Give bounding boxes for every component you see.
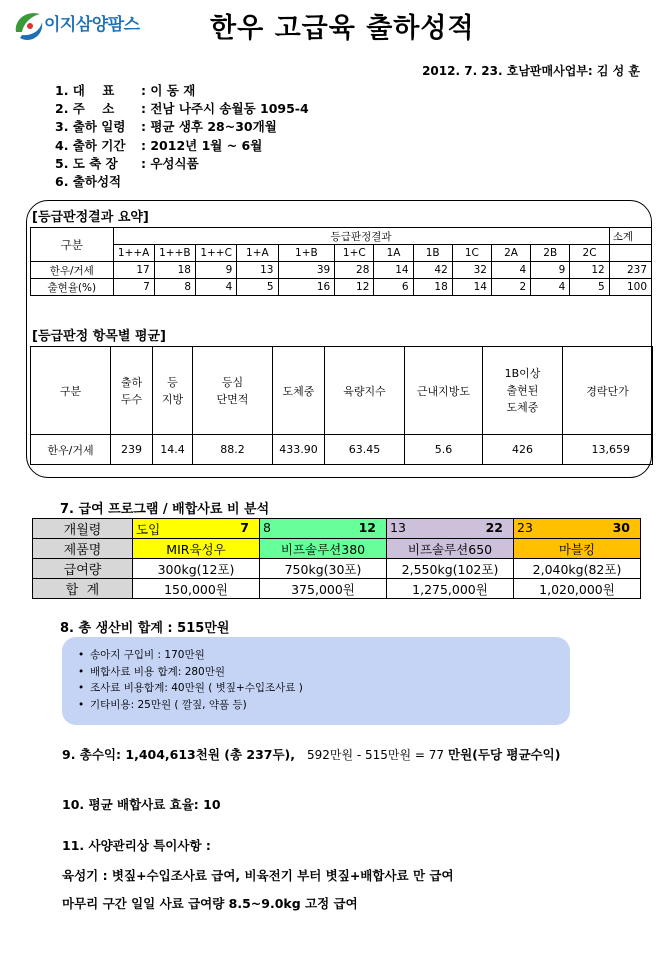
section-11-line: 마무리 구간 일일 사료 급여량 8.5~9.0kg 고정 급여	[62, 896, 358, 911]
value-cell: 42	[413, 262, 452, 279]
value-cell: 13	[237, 262, 278, 279]
grade-items-table	[30, 346, 653, 465]
row-label: 출현율(%)	[31, 279, 114, 296]
bullet-icon: •	[78, 665, 85, 678]
grade-cell	[609, 245, 651, 262]
header-cell: 출하 두수	[111, 347, 153, 435]
total-cell: 150,000원	[133, 579, 260, 599]
header-cell: 등급판정결과	[113, 228, 609, 245]
value-cell: 5.6	[405, 435, 483, 465]
value-cell: 8	[154, 279, 195, 296]
value-cell: 426	[483, 435, 563, 465]
value-cell: 9	[196, 262, 237, 279]
value-cell: 39	[278, 262, 335, 279]
value-cell: 4	[531, 279, 570, 296]
period-cell: 13 22	[387, 519, 514, 539]
header-cell: 도체중	[273, 347, 325, 435]
value-cell: 5	[570, 279, 609, 296]
grade-cell: 1+A	[237, 245, 278, 262]
value-cell: 18	[154, 262, 195, 279]
section-9-revenue: 9. 총수익: 1,404,613천원 (총 237두), 592만원 - 515만원 = 77 만원(두당 평균수익)	[62, 747, 561, 762]
header-cell: 구분	[31, 347, 111, 435]
product-cell: MIR육성우	[133, 539, 260, 559]
section-11-title: 11. 사양관리상 특이사항 :	[62, 838, 211, 853]
row-header: 제품명	[33, 539, 133, 559]
value-cell: 5	[237, 279, 278, 296]
list-item: • 조사료 비용합계: 40만원 ( 볏짚+수입조사료 )	[78, 680, 570, 697]
value-cell: 14.4	[153, 435, 193, 465]
value-cell: 4	[196, 279, 237, 296]
value-cell: 16	[278, 279, 335, 296]
value-cell: 6	[374, 279, 413, 296]
bullet-icon: •	[78, 698, 85, 711]
table-row	[31, 262, 652, 279]
logo-text: 이지삼양팜스	[44, 15, 140, 35]
info-row: 6. 출하성적	[55, 174, 122, 190]
grade-cell: 2B	[531, 245, 570, 262]
info-row: 4. 출하 기간 : 2012년 1월 ~ 6월	[55, 137, 263, 153]
value-cell: 18	[413, 279, 452, 296]
bullet-icon: •	[78, 682, 85, 694]
header-cell: 소계	[609, 228, 651, 245]
grade-summary-title: [등급판정결과 요약]	[32, 210, 149, 225]
grade-cell: 1+B	[278, 245, 335, 262]
header-cell: 1B이상 출현된 도체중	[483, 347, 563, 435]
period-cell: 8 12	[260, 519, 387, 539]
total-cell: 237	[609, 262, 651, 279]
grade-cell: 1++B	[154, 245, 195, 262]
row-header: 합 계	[33, 579, 133, 599]
product-cell: 마블킹	[514, 539, 641, 559]
grade-cell: 1+C	[335, 245, 374, 262]
product-cell: 비프솔루션650	[387, 539, 514, 559]
info-row: 1. 대 표 : 이 동 재	[55, 83, 196, 98]
value-cell: 13,659	[563, 435, 653, 465]
value-cell: 4	[491, 262, 530, 279]
farm-info-list	[55, 82, 309, 191]
table-row	[33, 579, 641, 599]
grade-cell: 1++C	[196, 245, 237, 262]
section-11-line: 육성기 : 볏짚+수입조사료 급여, 비육전기 부터 볏짚+배합사료 만 급여	[62, 868, 454, 883]
value-cell: 17	[113, 262, 154, 279]
value-cell: 433.90	[273, 435, 325, 465]
date-and-author: 2012. 7. 23. 호남판매사업부: 김 성 훈	[422, 64, 640, 78]
header-cell: 근내지방도	[405, 347, 483, 435]
value-cell: 239	[111, 435, 153, 465]
row-header: 급여량	[33, 559, 133, 579]
value-cell: 28	[335, 262, 374, 279]
section-7-title: 7. 급여 프로그램 / 배합사료 비 분석	[60, 502, 270, 517]
grade-cell: 1B	[413, 245, 452, 262]
row-label: 한우/거세	[31, 435, 111, 465]
header-cell: 육량지수	[325, 347, 405, 435]
grade-cell: 1A	[374, 245, 413, 262]
total-cell: 100	[609, 279, 651, 296]
table-row	[31, 435, 653, 465]
value-cell: 32	[452, 262, 491, 279]
total-cell: 375,000원	[260, 579, 387, 599]
grade-cell: 2A	[491, 245, 530, 262]
value-cell: 9	[531, 262, 570, 279]
table-row	[33, 519, 641, 539]
amount-cell: 750kg(30포)	[260, 559, 387, 579]
value-cell: 88.2	[193, 435, 273, 465]
table-row	[33, 539, 641, 559]
amount-cell: 300kg(12포)	[133, 559, 260, 579]
cost-breakdown-box	[62, 637, 570, 725]
section-8-title: 8. 총 생산비 합계 : 515만원	[60, 621, 230, 636]
header-cell: 경락단가	[563, 347, 653, 435]
value-cell: 12	[570, 262, 609, 279]
value-cell: 14	[452, 279, 491, 296]
row-header: 개월령	[33, 519, 133, 539]
table-row	[31, 279, 652, 296]
grade-summary-table	[30, 227, 652, 296]
value-cell: 2	[491, 279, 530, 296]
value-cell: 12	[335, 279, 374, 296]
feeding-program-table	[32, 518, 641, 599]
info-row: 2. 주 소 : 전남 나주시 송월동 1095-4	[55, 101, 309, 117]
value-cell: 7	[113, 279, 154, 296]
product-cell: 비프솔루션380	[260, 539, 387, 559]
bullet-icon: •	[78, 649, 85, 661]
grade-cell: 1C	[452, 245, 491, 262]
total-cell: 1,275,000원	[387, 579, 514, 599]
grade-header-row	[31, 245, 652, 262]
grade-cell: 1++A	[113, 245, 154, 262]
grade-cell: 2C	[570, 245, 609, 262]
info-row: 3. 출하 일령 : 평균 생후 28~30개월	[55, 119, 277, 135]
list-item: • 송아지 구입비 : 170만원	[78, 647, 570, 664]
total-cell: 1,020,000원	[514, 579, 641, 599]
page-title: 한우 고급육 출하성적	[210, 13, 475, 44]
header-cell: 구분	[31, 228, 114, 262]
value-cell: 14	[374, 262, 413, 279]
list-item: • 배합사료 비용 합계: 280만원	[78, 664, 570, 681]
info-row: 5. 도 축 장 : 우성식품	[55, 155, 199, 171]
header-row	[31, 347, 653, 435]
header-cell: 등 지방	[153, 347, 193, 435]
section-10-feed-efficiency: 10. 평균 배합사료 효율: 10	[62, 797, 221, 812]
row-label: 한우/거세	[31, 262, 114, 279]
amount-cell: 2,040kg(82포)	[514, 559, 641, 579]
table-row	[33, 559, 641, 579]
amount-cell: 2,550kg(102포)	[387, 559, 514, 579]
period-cell: 23 30	[514, 519, 641, 539]
grade-items-title: [등급판정 항목별 평균]	[32, 329, 166, 344]
header-cell: 등심 단면적	[193, 347, 273, 435]
period-cell: 도입 7	[133, 519, 260, 539]
list-item: • 기타비용: 25만원 ( 깔짚, 약품 등)	[78, 697, 570, 714]
value-cell: 63.45	[325, 435, 405, 465]
